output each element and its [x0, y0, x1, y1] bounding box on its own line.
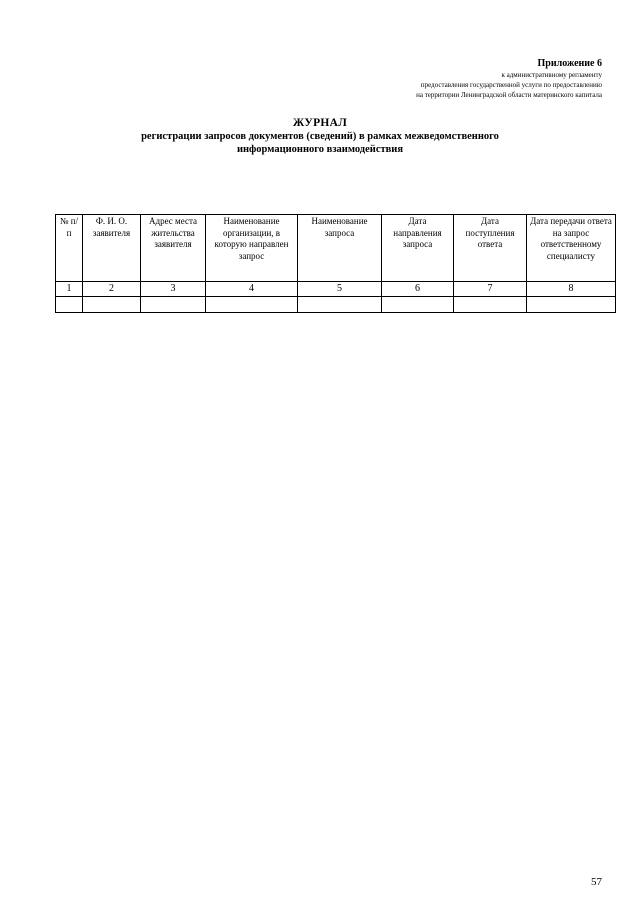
page-number: 57 [591, 876, 602, 888]
journal-subtitle-line-1: регистрации запросов документов (сведений) в рамках межведомственного [141, 131, 499, 142]
document-heading [0, 116, 640, 156]
header-cell-organization: Наименование организации, в которую направлен запрос [206, 215, 298, 282]
empty-cell [56, 296, 83, 312]
column-number-cell: 2 [83, 282, 141, 297]
header-cell-transfer-date: Дата передачи ответа на запрос ответственному специалисту [527, 215, 616, 282]
empty-cell [206, 296, 298, 312]
column-number-cell: 3 [141, 282, 206, 297]
column-number-cell: 8 [527, 282, 616, 297]
appendix-line-1: к административному регламенту [501, 71, 602, 79]
appendix-line-3: на территории Ленинградской области материнского капитала [416, 91, 602, 99]
table-header-row [56, 215, 616, 282]
appendix-title: Приложение 6 [537, 58, 602, 69]
column-number-cell: 6 [382, 282, 454, 297]
header-cell-request-name: Наименование запроса [298, 215, 382, 282]
header-cell-response-date: Дата поступления ответа [454, 215, 527, 282]
appendix-line-2: предоставления государственной услуги по предоставлению [420, 81, 602, 89]
empty-cell [454, 296, 527, 312]
empty-cell [298, 296, 382, 312]
column-number-cell: 5 [298, 282, 382, 297]
column-number-cell: 4 [206, 282, 298, 297]
journal-subtitle-line-2: информационного взаимодействия [236, 144, 404, 155]
header-cell-number: № п/п [56, 215, 83, 282]
header-cell-applicant-name: Ф. И. О. заявителя [83, 215, 141, 282]
appendix-block [416, 58, 602, 100]
header-cell-request-date: Дата направления запроса [382, 215, 454, 282]
empty-cell [83, 296, 141, 312]
empty-cell [527, 296, 616, 312]
column-number-cell: 7 [454, 282, 527, 297]
table-row-empty [56, 296, 616, 312]
table-row-column-numbers [56, 282, 616, 297]
column-number-cell: 1 [56, 282, 83, 297]
empty-cell [382, 296, 454, 312]
journal-title: ЖУРНАЛ [292, 117, 348, 129]
empty-cell [141, 296, 206, 312]
header-cell-applicant-address: Адрес места жительства заявителя [141, 215, 206, 282]
journal-table [55, 214, 616, 313]
